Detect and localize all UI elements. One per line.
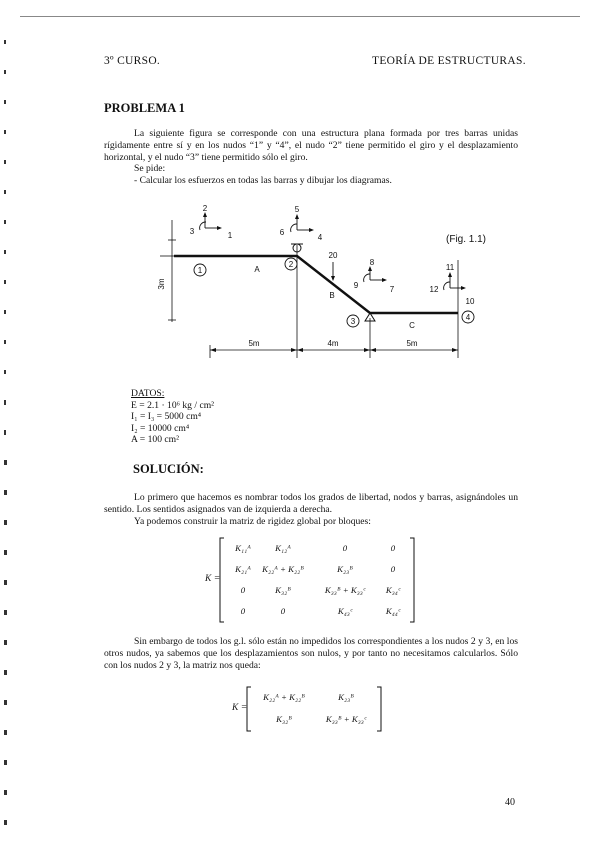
datos-line: E = 2.1 · 10⁶ kg / cm²	[131, 399, 215, 411]
dof-label: 6	[279, 228, 285, 237]
matrix-cell: 0	[390, 543, 396, 553]
dof-label: 4	[317, 233, 323, 242]
node-label: 4	[465, 313, 471, 322]
node-label: 1	[197, 266, 203, 275]
matrix-cell: K₂₂ᴬ + K₂₂ᴮ	[263, 692, 305, 702]
dimension-label: 5m	[248, 339, 260, 348]
bar-label: A	[254, 265, 260, 274]
matrix-cell: K₃₂ᴮ	[275, 585, 291, 595]
bar-label: C	[409, 321, 415, 330]
matrix-cell: 0	[240, 606, 246, 616]
datos-block	[131, 388, 214, 446]
dof-label: 1	[227, 231, 233, 240]
datos-line: I₁ = I₃ = 5000 cm⁴	[131, 411, 202, 422]
dof-label: 9	[353, 281, 359, 290]
solution-paragraph-3: Sin embargo de todos los g.l. sólo están no impedidos los correspondientes a los nudos 2 y 3, en los otros nudos, ya sabemos que los desplazamientos son nulos, y por tanto no necesitamos calcularlos. Sólo con los nudos 2 y 3, la matriz nos queda:	[104, 636, 518, 672]
datos-line: I₂ = 10000 cm⁴	[131, 422, 190, 434]
dof-label: 5	[294, 205, 300, 214]
global-stiffness-matrix	[205, 537, 415, 623]
matrix-cell: 0	[240, 585, 246, 595]
bar-label: B	[329, 291, 335, 300]
binder-holes	[0, 0, 14, 848]
matrix-cell: K₂₃ᴮ	[337, 564, 353, 574]
header-subject: TEORÍA DE ESTRUCTURAS.	[372, 55, 526, 67]
matrix-cell: K₁₂ᴬ	[275, 543, 291, 553]
dof-label: 12	[429, 285, 439, 294]
load-label: 20	[328, 251, 338, 260]
dof-label: 11	[445, 263, 455, 272]
solution-paragraph-1: Lo primero que hacemos es nombrar todos los grados de libertad, nodos y barras, asignándoles un sentido. Los sentidos asignados van de izquierda a derecha.	[104, 492, 518, 516]
node-label: 3	[350, 317, 356, 326]
node-label: 2	[288, 260, 294, 269]
dimension-label: 5m	[406, 339, 418, 348]
solution-title: SOLUCIÓN:	[133, 462, 204, 476]
dof-label: 2	[202, 204, 208, 213]
matrix-label: K =	[232, 703, 248, 713]
matrix-cell: K₄₄ᶜ	[385, 606, 401, 616]
matrix-cell: K₄₃ᶜ	[337, 606, 353, 616]
matrix-cell: K₃₄ᶜ	[385, 585, 401, 595]
matrix-cell: K₂₂ᴬ + K₂₂ᴮ	[262, 564, 304, 574]
matrix-cell: 0	[342, 543, 348, 553]
dimension-label: 4m	[327, 339, 339, 348]
dof-label: 7	[389, 285, 395, 294]
matrix-cell: K₂₁ᴬ	[235, 564, 251, 574]
matrix-cell: K₂₃ᴮ	[338, 692, 354, 702]
intro-paragraph: La siguiente figura se corresponde con una estructura plana formada por tres barras unidas rígidamente entre sí y en los nudos “1” y “4”, el nudo “2” tiene permitido el giro y el desplazamiento horizontal, y el nudo “3” tiene permitido sólo el giro.	[104, 128, 518, 164]
reduced-stiffness-matrix	[232, 686, 382, 732]
problem-title: PROBLEMA 1	[104, 101, 185, 115]
datos-line: A = 100 cm²	[131, 434, 179, 445]
task-item: - Calcular los esfuerzos en todas las barras y dibujar los diagramas.	[134, 175, 392, 186]
dof-label: 10	[465, 297, 475, 306]
page-number: 40	[505, 797, 515, 808]
matrix-cell: K₃₃ᴮ + K₃₃ᶜ	[324, 585, 366, 595]
fig-label: (Fig. 1.1)	[446, 234, 487, 245]
matrix-cell: K₃₃ᴮ + K₃₃ᶜ	[325, 714, 367, 724]
height-label: 3m	[157, 278, 166, 290]
header-course: 3º CURSO.	[104, 55, 161, 67]
dof-label: 8	[369, 258, 375, 267]
matrix-cell: 0	[280, 606, 286, 616]
matrix-cell: K₃₂ᴮ	[276, 714, 292, 724]
solution-paragraph-2: Ya podemos construir la matriz de rigidez global por bloques:	[134, 516, 371, 527]
structure-figure	[150, 200, 490, 370]
matrix-cell: K₁₁ᴬ	[235, 543, 251, 553]
top-rule	[20, 16, 580, 17]
matrix-cell: 0	[390, 564, 396, 574]
datos-heading: DATOS:	[131, 388, 165, 399]
matrix-label: K =	[205, 574, 221, 584]
structure-bars	[174, 256, 458, 313]
se-pide: Se pide:	[134, 163, 166, 174]
dof-label: 3	[189, 227, 195, 236]
